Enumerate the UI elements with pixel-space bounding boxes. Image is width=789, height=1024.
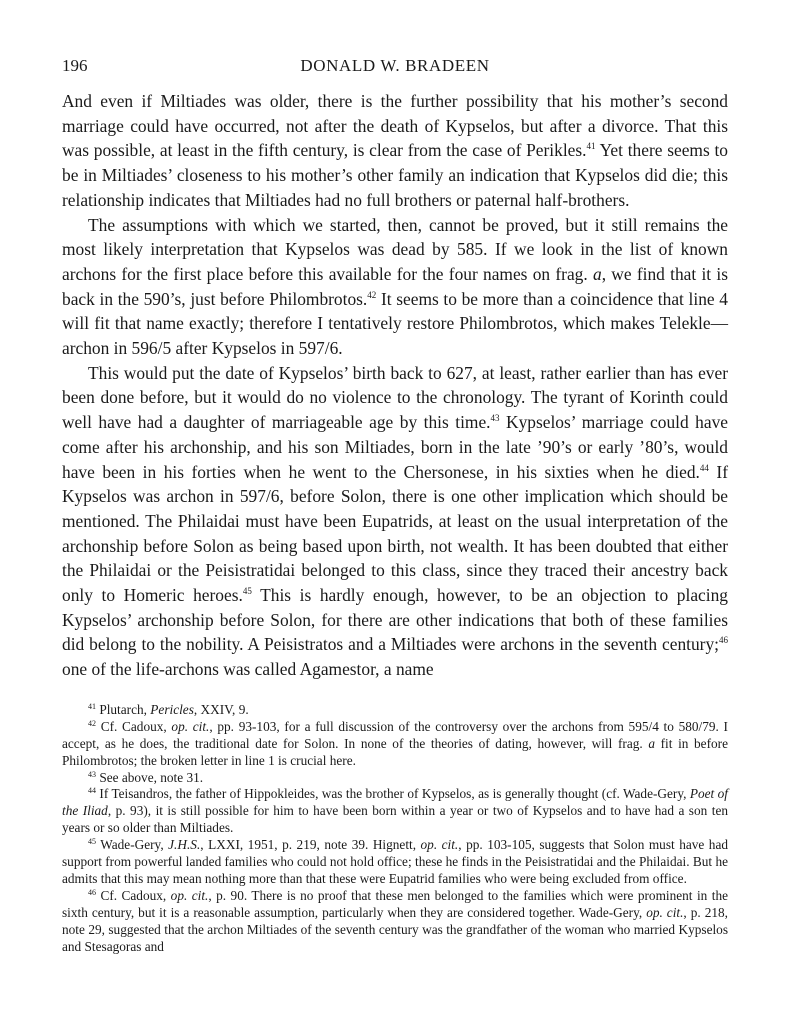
- italic-text: op. cit.: [646, 904, 684, 920]
- page-header: [62, 56, 728, 82]
- footnote-number: 43: [88, 769, 96, 779]
- text-run: , p. 90. There is no proof that these men belonged to the families which were prominent in the sixth century, but it is a reasonable assumption, particularly when they are considered together. Wade-Gery,: [62, 887, 728, 920]
- text-run: If Kypselos was archon in 597/6, before Solon, there is one other implication which should be mentioned. The Philaidai must have been Eupatrids, at least on the usual interpretation of the archonship before Solon as being based upon birth, not wealth. It has been doubted that either the Philaidai or the Peisistratidai belonged to this class, since they traced their ancestry back only to Homeric heroes.: [62, 461, 728, 606]
- text-run: Yet there seems to be in Miltiades’ closeness to his mother’s other family an indication that Kypselos did die; this relationship indicates that Miltiades had no full brothers or paternal half-brothers.: [62, 140, 728, 210]
- italic-text: Pericles: [150, 701, 194, 717]
- paragraph-1: [62, 89, 728, 213]
- italic-text: J.H.S.: [168, 837, 201, 853]
- footnote-ref-45[interactable]: 45: [242, 586, 252, 597]
- italic-text: op. cit.: [420, 837, 459, 853]
- footnote-42: [62, 719, 728, 770]
- footnote-44: [62, 786, 728, 837]
- footnote-number: 46: [88, 887, 96, 897]
- italic-text: op. cit.: [170, 887, 209, 903]
- text-run: See above, note 31.: [96, 769, 204, 785]
- body-text: [62, 89, 728, 682]
- text-run: Cf. Cadoux,: [96, 887, 171, 903]
- footnote-number: 42: [88, 718, 96, 728]
- italic-text: Poet of the Iliad: [62, 786, 728, 819]
- text-run: This is hardly enough, however, to be an objection to placing Kypselos’ archonship before Solon, for there are other indications that both of these families did belong to the nobility. A Peisistratos and a Miltiades were archons in the seventh century;: [62, 585, 728, 655]
- page: [62, 56, 728, 955]
- footnote-41: [62, 702, 728, 719]
- text-run: And even if Miltiades was older, there is the further possibility that his mother’s second marriage could have occurred, not after the death of Kypselos, but after a divorce. That this was possible, at least in the fifth century, is clear from the case of Perikles.: [62, 91, 728, 161]
- text-run: It seems to be more than a coincidence that line 4 will fit that name exactly; therefore I tentatively restore Philombrotos, which makes Telekle— archon in 596/5 after Kypselos in 597/6.: [62, 288, 728, 359]
- text-run: , p. 218, note 29, suggested that the archon Miltiades of the seventh century was the grandfather of the woman who married Kypselos and Stesagoras and: [62, 904, 728, 954]
- text-run: This would put the date of Kypselos’ birth back to 627, at least, rather earlier than has ever been done before, but it would do no violence to the chronology. The tyrant of Korinth could well have had a daughter of marriageable age by this time.: [62, 362, 728, 433]
- text-run: , pp. 103-105, suggests that Solon must have had support from powerful landed families who could not hold office; these he finds in the Peisistratidai and the Philaidai. But he admits that this may mean nothing more than that these were Eupatrid families who were being excluded from office.: [62, 837, 728, 886]
- footnote-ref-43[interactable]: 43: [490, 413, 500, 424]
- footnote-ref-44[interactable]: 44: [699, 462, 709, 473]
- text-run: , we find that it is back in the 590’s, just before Philombrotos.: [62, 263, 728, 309]
- text-run: , p. 93), it is still possible for him to have been born within a year or two of Kypselos and to have had a son ten years or so older than Miltiades.: [62, 803, 728, 836]
- footnote-ref-46[interactable]: 46: [719, 635, 728, 646]
- text-run: fit in before Philombrotos; the broken letter in line 1 is crucial here.: [62, 735, 728, 768]
- footnote-ref-42[interactable]: 42: [367, 289, 377, 300]
- text-run: Plutarch,: [96, 701, 151, 717]
- footnote-ref-41[interactable]: 41: [586, 141, 596, 152]
- italic-text: op. cit.: [171, 718, 210, 734]
- footnotes: [62, 702, 728, 956]
- text-run: Cf. Cadoux,: [96, 718, 172, 734]
- text-run: Wade-Gery,: [96, 837, 169, 853]
- footnote-number: 45: [88, 837, 96, 847]
- text-run: , XXIV, 9.: [193, 701, 249, 717]
- text-run: one of the life-archons was called Agamestor, a name: [62, 659, 434, 680]
- footnote-45: [62, 837, 728, 888]
- footnote-46: [62, 888, 728, 956]
- footnote-number: 44: [88, 786, 96, 796]
- footnote-43: [62, 770, 728, 787]
- text-run: The assumptions with which we started, then, cannot be proved, but it still remains the most likely interpretation that Kypselos was dead by 585. If we look in the list of known archons for the first place before this available for the four names on frag.: [62, 214, 728, 284]
- paragraph-2: [62, 213, 728, 361]
- running-title: DONALD W. BRADEEN: [300, 56, 490, 75]
- text-run: Kypselos’ marriage could have come after his archonship, and his son Miltiades, born in the late ’90’s or early ’80’s, would have been in his forties when he went to the Chersonese, in his sixties when he died.: [62, 412, 728, 482]
- text-run: If Teisandros, the father of Hippokleides, was the brother of Kypselos, as is generally thought (cf. Wade-Gery,: [96, 786, 690, 802]
- text-run: , pp. 93-103, for a full discussion of the controversy over the archons from 595/4 to 580/79. I accept, as he does, the traditional date for Solon. In none of the theories of dating, however, will frag.: [62, 718, 728, 751]
- footnote-number: 41: [88, 701, 96, 711]
- italic-text: a: [648, 735, 655, 751]
- page-number: 196: [62, 56, 88, 75]
- paragraph-3: [62, 361, 728, 682]
- text-run: , LXXI, 1951, p. 219, note 39. Hignett,: [200, 837, 421, 853]
- italic-text: a: [592, 263, 602, 284]
